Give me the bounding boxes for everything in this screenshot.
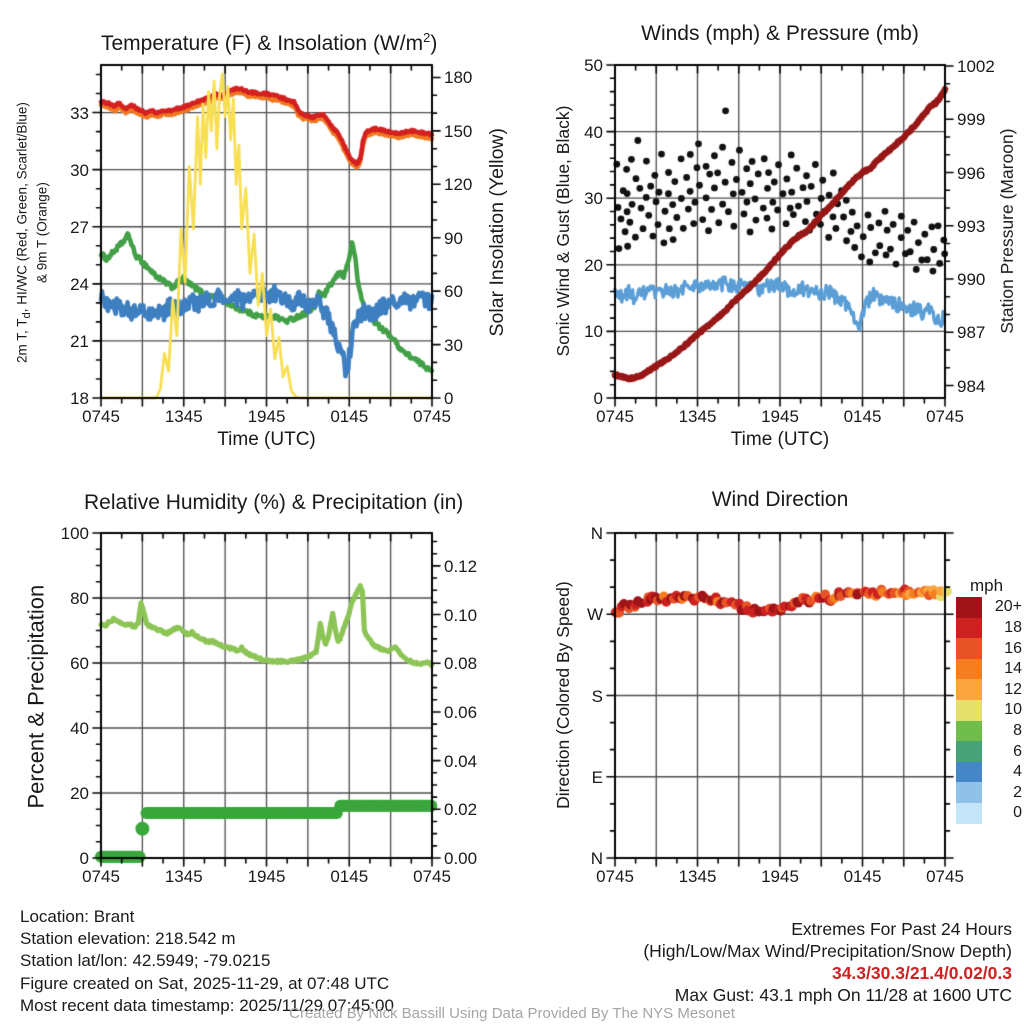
tick-label: W (586, 605, 603, 625)
station-location: Location: Brant (20, 907, 135, 926)
tick-label: 27 (70, 217, 89, 237)
station-latlon: Station lat/lon: 42.5949; -79.0215 (20, 951, 271, 971)
legend-color-cell (956, 597, 982, 618)
tick-label: 0745 (596, 407, 634, 426)
tick-label: 0745 (926, 407, 964, 426)
tick-label: S (591, 686, 603, 706)
tick-label: 0745 (82, 867, 120, 886)
tick-label: 120 (444, 175, 473, 195)
tick-label: 0745 (926, 867, 964, 886)
legend-color-cell (956, 741, 982, 762)
tick-label: 0745 (596, 867, 634, 886)
tick-label: 60 (70, 654, 89, 673)
tick-label: 0.04 (444, 751, 478, 771)
tick-label: 1945 (761, 407, 799, 426)
tick-label: 0145 (330, 867, 369, 886)
tick-label: 30 (444, 335, 463, 355)
tick-label: 0 (593, 389, 603, 408)
tick-label: 0145 (330, 407, 369, 426)
legend-title: mph (970, 576, 1004, 595)
tick-label: 40 (584, 122, 603, 142)
legend-color-cell (956, 803, 982, 824)
tick-label: 984 (957, 376, 986, 396)
station-elevation: Station elevation: 218.542 m (20, 929, 236, 949)
legend-label: 14 (1004, 660, 1022, 678)
tick-label: 1345 (164, 867, 203, 886)
tick-label: 0.06 (444, 702, 478, 722)
extremes-title: Extremes For Past 24 Hours (791, 919, 1012, 939)
extremes-block (643, 918, 1012, 1006)
xlabel-time-left: Time (UTC) (217, 429, 316, 450)
legend-color-cell (956, 638, 982, 659)
ylabel-temperature-left: 2m T, $T_d$, HI/WC (Red, Green, Scarlet/Blue) & 9m T (Orange) (14, 102, 50, 363)
tick-label: 20 (70, 784, 89, 803)
legend-label: 0 (1013, 804, 1022, 822)
tick-label: 0.10 (444, 605, 478, 625)
tick-label: 0145 (843, 407, 882, 426)
tick-label: 50 (584, 56, 603, 75)
tick-label: 21 (70, 331, 89, 351)
credit-line: Created By Nick Bassill Using Data Provided By The NYS Mesonet (289, 1005, 735, 1022)
tick-label: 10 (584, 322, 603, 342)
ylabel-wind-left: Sonic Wind & Gust (Blue, Black) (552, 105, 573, 357)
tick-label: 1002 (957, 57, 995, 77)
tick-label: 0745 (413, 407, 451, 426)
station-info (20, 906, 394, 1017)
tick-label: 1345 (678, 407, 717, 426)
ylabel-pressure-right: Station Pressure (Maroon) (996, 128, 1017, 334)
tick-label: 993 (957, 216, 986, 236)
tick-label: 987 (957, 323, 986, 343)
tick-label: 990 (957, 270, 986, 290)
legend-color-cell (956, 700, 982, 721)
tick-label: 0.12 (444, 556, 478, 576)
legend-label: 16 (1004, 639, 1022, 657)
tick-label: 100 (60, 524, 89, 543)
tick-label: 24 (70, 274, 89, 294)
tick-label: 180 (444, 68, 473, 88)
tick-label: 999 (957, 110, 986, 130)
tick-label: 80 (70, 589, 89, 608)
ylabel-percent-precip-left: Percent & Precipitation (23, 584, 49, 809)
tick-label: 0.00 (444, 849, 478, 868)
tick-label: 0 (79, 849, 89, 868)
tick-label: 996 (957, 163, 986, 183)
legend-color-cell (956, 659, 982, 680)
chart-title-humidity: Relative Humidity (%) & Precipitation (in) (84, 491, 464, 514)
tick-label: 0 (444, 389, 454, 408)
tick-label: 0.02 (444, 800, 478, 820)
tick-label: 1945 (247, 407, 286, 426)
tick-label: 1345 (164, 407, 203, 426)
tick-label: 1945 (761, 867, 799, 886)
extremes-subtitle: (High/Low/Max Wind/Precipitation/Snow Depth) (643, 941, 1012, 961)
tick-label: 0.08 (444, 654, 478, 674)
xlabel-time-right: Time (UTC) (730, 429, 830, 450)
legend-color-cell (956, 762, 982, 783)
tick-label: N (590, 849, 603, 868)
tick-label: N (590, 524, 603, 543)
chart-title-temperature: Temperature (F) & Insolation $(W/m^2)$ (101, 30, 438, 55)
extremes-values: 34.3/30.3/21.4/0.02/0.3 (831, 963, 1012, 983)
tick-label: 0745 (413, 867, 451, 886)
tick-label: 30 (584, 189, 603, 209)
tick-label: 40 (70, 719, 89, 738)
tick-label: 60 (444, 282, 463, 302)
tick-label: 150 (444, 121, 473, 141)
tick-label: 1345 (678, 867, 717, 886)
chart-title-wind-direction: Wind Direction (711, 488, 849, 511)
legend-label: 2 (1013, 783, 1022, 801)
legend-label: 18 (1004, 618, 1022, 636)
recent-timestamp: Most recent data timestamp: 2025/11/29 07:45:00 (20, 995, 394, 1015)
legend-label: 10 (1004, 701, 1022, 719)
ylabel-insolation-right: Solar Insolation (Yellow) (485, 127, 508, 337)
ylabel-direction-left: Direction (Colored By Speed) (552, 581, 573, 809)
tick-label: 20 (584, 255, 603, 275)
tick-label: 30 (70, 160, 89, 180)
legend-color-cell (956, 782, 982, 803)
tick-label: 1945 (247, 867, 286, 886)
tick-label: E (591, 767, 603, 787)
legend-label: 12 (1004, 680, 1022, 698)
legend-label: 8 (1013, 721, 1022, 739)
legend-color-cell (956, 618, 982, 639)
max-gust: Max Gust: 43.1 mph On 11/28 at 1600 UTC (674, 985, 1012, 1005)
legend-color-cell (956, 721, 982, 742)
legend-label: 20+ (994, 598, 1022, 616)
legend-label: 4 (1013, 763, 1022, 781)
legend-color-cell (956, 679, 982, 700)
tick-label: 90 (444, 228, 463, 248)
tick-label: 0145 (843, 867, 882, 886)
chart-title-winds: Winds (mph) & Pressure (mb) (641, 22, 919, 45)
tick-label: 18 (70, 389, 89, 408)
tick-label: 33 (70, 103, 89, 123)
tick-label: 0745 (82, 407, 120, 426)
legend-label: 6 (1013, 742, 1022, 760)
figure-created: Figure created on Sat, 2025-11-29, at 07:48 UTC (20, 973, 390, 993)
